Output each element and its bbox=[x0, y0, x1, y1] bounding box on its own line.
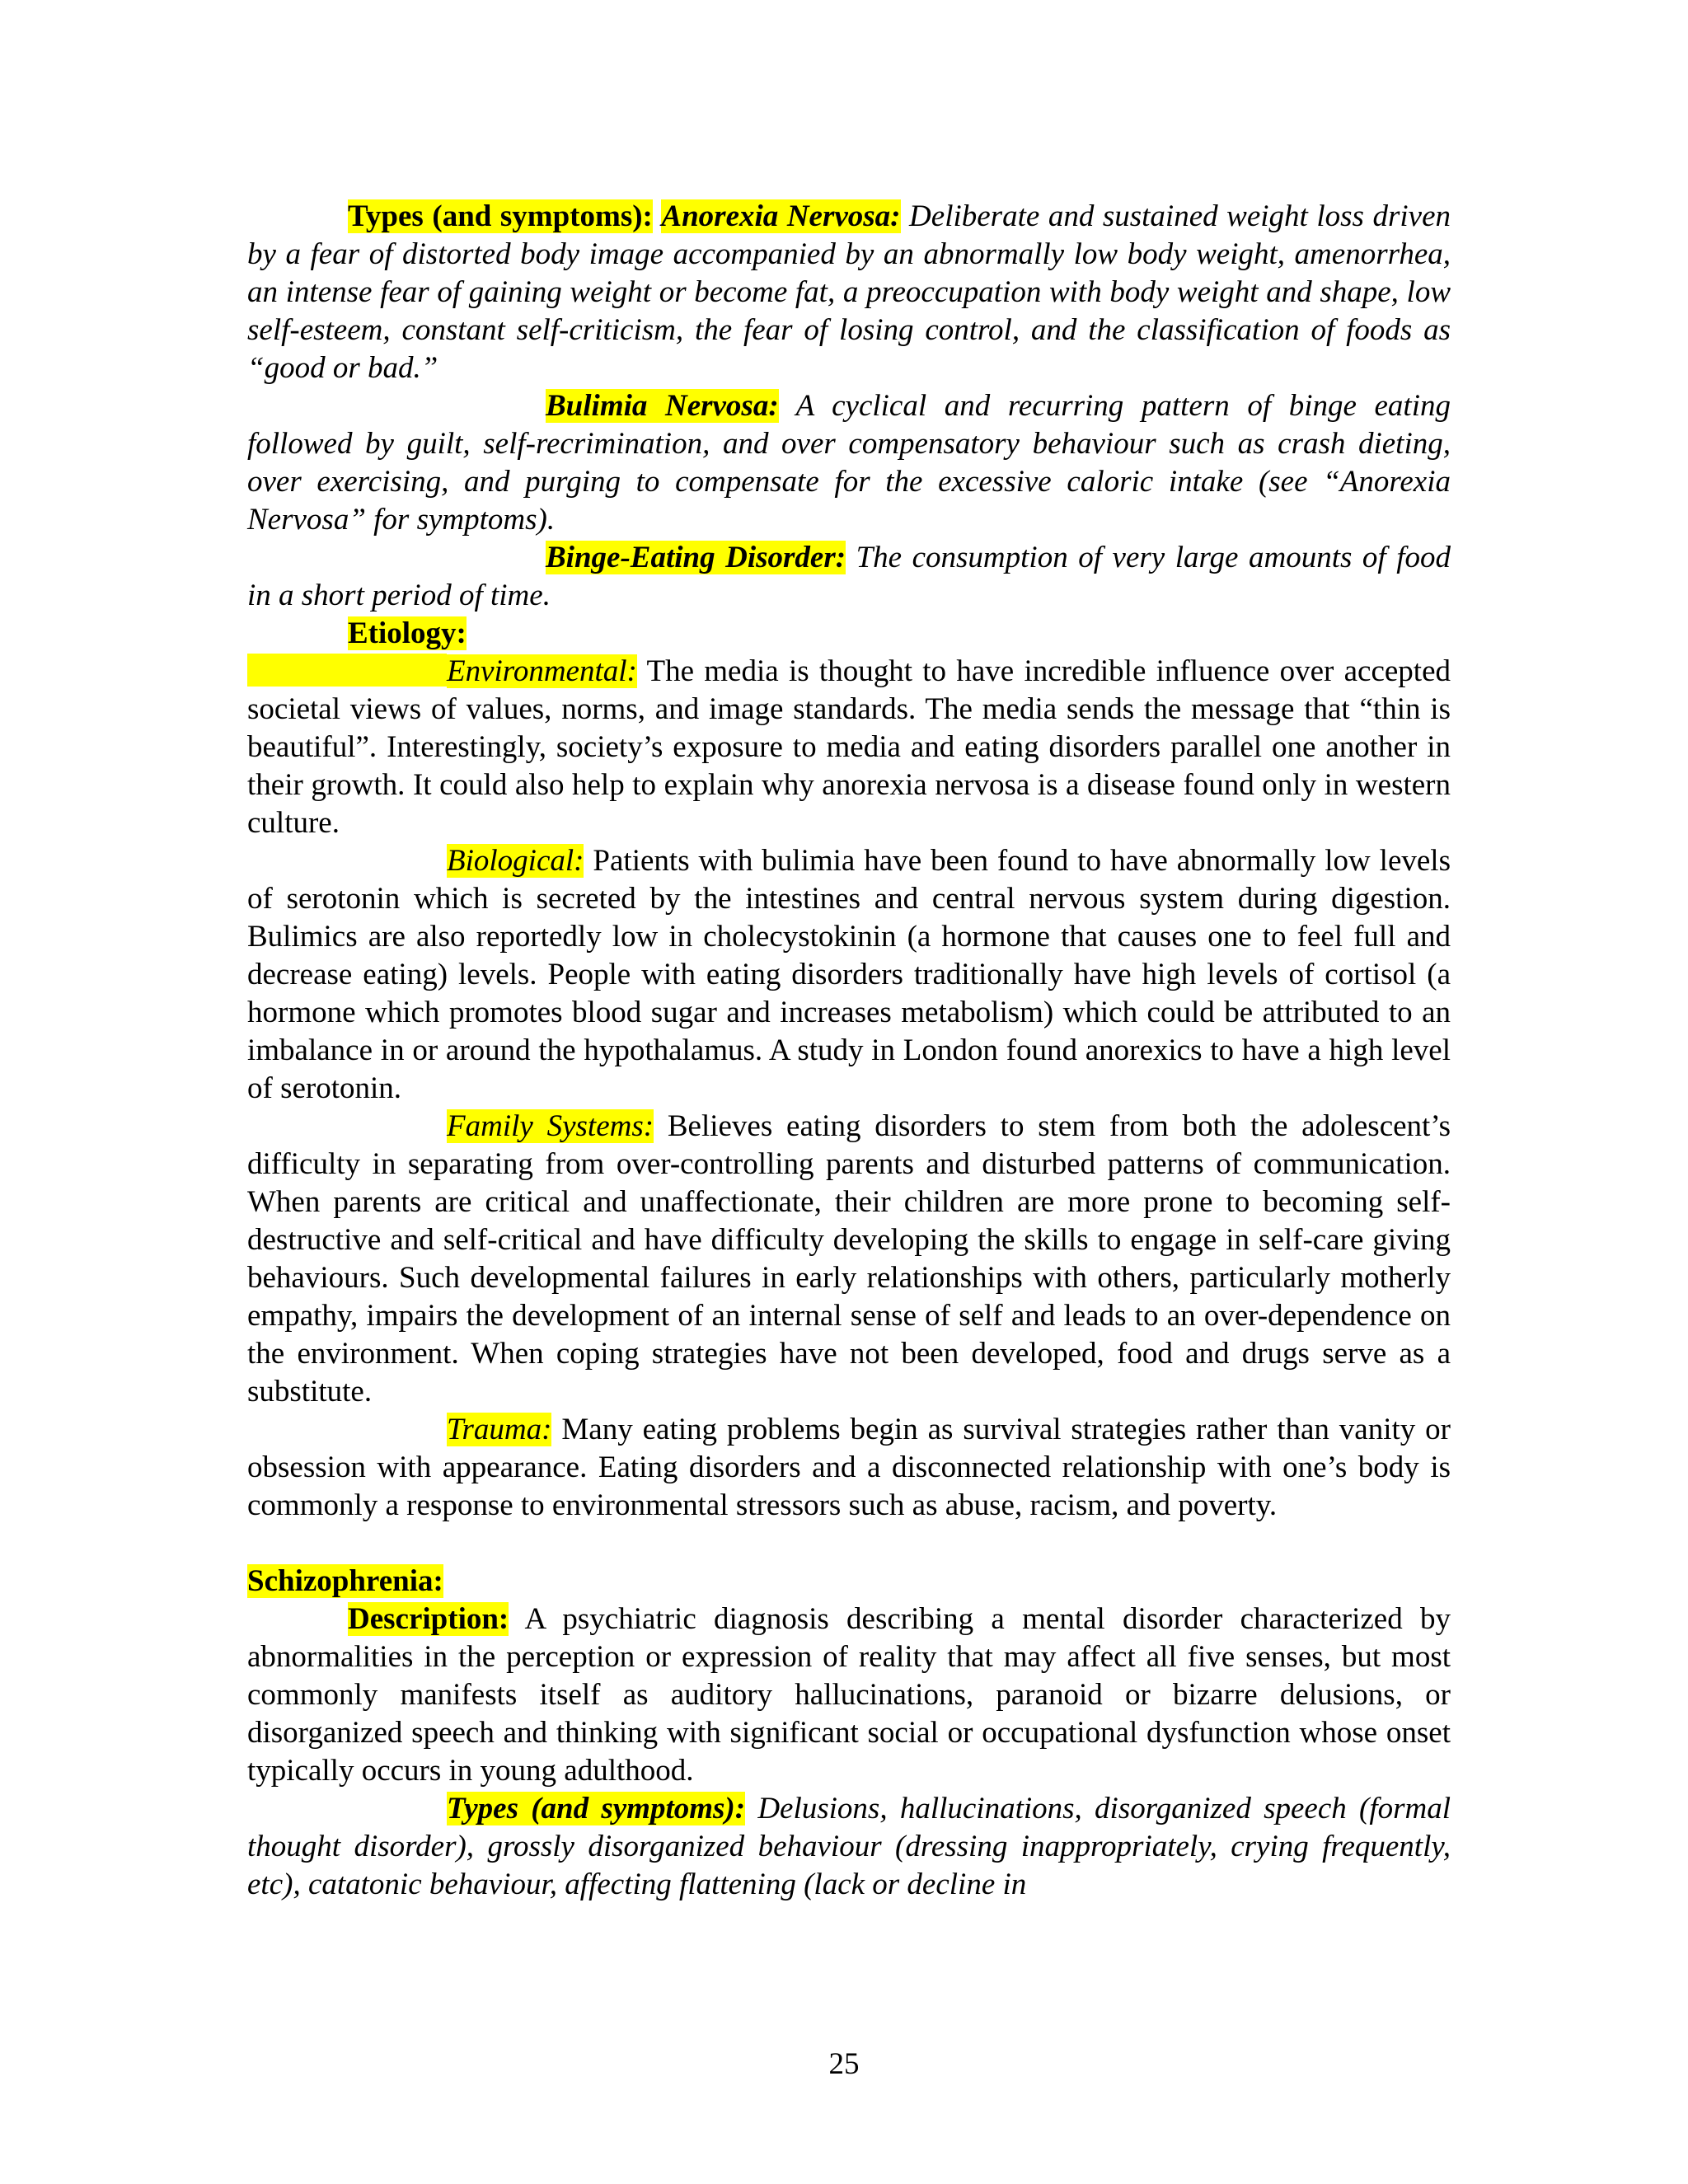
family-systems-text: Believes eating disorders to stem from both the adolescent’s difficulty in separating from over-controlling parents and disturbed patterns of communication. When parents are critical and unaffectionate, their children are more prone to becoming self-destructive and self-critical and have difficulty developing the skills to engage in self-care giving behaviours. Such developmental failures in early relationships with others, particularly motherly empathy, impairs the development of an internal sense of self and leads to an over-dependence on the environment. When coping strategies have not been developed, food and drugs serve as a substitute. bbox=[247, 1109, 1451, 1408]
binge-paragraph bbox=[247, 539, 1451, 615]
trauma-label: Trauma: bbox=[447, 1413, 552, 1446]
bulimia-text: A cyclical and recurring pattern of binge eating followed by guilt, self-recrimination, and over compensatory behaviour such as crash dieting, over exercising, and purging to compensate for the excessive caloric intake (see “Anorexia Nervosa” for symptoms). bbox=[247, 389, 1451, 537]
bulimia-paragraph bbox=[247, 387, 1451, 539]
description-label: Description: bbox=[348, 1602, 509, 1636]
etiology-heading: Etiology: bbox=[348, 616, 467, 650]
family-systems-label: Family Systems: bbox=[447, 1109, 654, 1143]
page-number: 25 bbox=[828, 2047, 860, 2081]
biological-label: Biological: bbox=[447, 844, 584, 878]
schizophrenia-types-label: Types (and symptoms): bbox=[447, 1792, 746, 1825]
environmental-paragraph bbox=[247, 653, 1451, 842]
schizophrenia-description-paragraph bbox=[247, 1601, 1451, 1790]
bulimia-label: Bulimia Nervosa: bbox=[546, 389, 779, 423]
biological-paragraph bbox=[247, 842, 1451, 1108]
etiology-heading-line bbox=[247, 615, 1451, 653]
types-symptoms-heading: Types (and symptoms): bbox=[348, 199, 653, 233]
page-body bbox=[247, 198, 1451, 1904]
trauma-text: Many eating problems begin as survival strategies rather than vanity or obsession with appearance. Eating disorders and a disconnected relationship with one’s body is commonly a response to environmental stressors such as abuse, racism, and poverty. bbox=[247, 1413, 1451, 1522]
anorexia-text: Deliberate and sustained weight loss driven by a fear of distorted body image accompanied by an abnormally low body weight, amenorrhea, an intense fear of gaining weight or become fat, a preoccupation with body weight and shape, low self-esteem, constant self-criticism, the fear of losing control, and the classification of foods as “good or bad.” bbox=[247, 199, 1451, 385]
family-systems-paragraph bbox=[247, 1108, 1451, 1411]
highlight-bar bbox=[247, 654, 447, 687]
environmental-label: Environmental: bbox=[447, 654, 637, 688]
schizophrenia-types-text: Delusions, hallucinations, disorganized speech (formal thought disorder), grossly disorganized behaviour (dressing inappropriately, crying frequently, etc), catatonic behaviour, affecting flattening (lack or decline in bbox=[247, 1792, 1451, 1901]
anorexia-paragraph bbox=[247, 198, 1451, 387]
description-text: A psychiatric diagnosis describing a mental disorder characterized by abnormalities in the perception or expression of reality that may affect all five senses, but most commonly manifests itself as auditory hallucinations, paranoid or bizarre delusions, or disorganized speech and thinking with significant social or occupational dysfunction whose onset typically occurs in young adulthood. bbox=[247, 1602, 1451, 1788]
biological-text: Patients with bulimia have been found to have abnormally low levels of serotonin which is secreted by the intestines and central nervous system during digestion. Bulimics are also reportedly low in cholecystokinin (a hormone that causes one to feel full and decrease eating) levels. People with eating disorders traditionally have high levels of cortisol (a hormone which promotes blood sugar and increases metabolism) which could be attributed to an imbalance in or around the hypothalamus. A study in London found anorexics to have a high level of serotonin. bbox=[247, 844, 1451, 1105]
binge-text: The consumption of very large amounts of food in a short period of time. bbox=[247, 541, 1451, 612]
binge-label: Binge-Eating Disorder: bbox=[546, 541, 846, 574]
section-gap bbox=[247, 1525, 1451, 1563]
anorexia-label: Anorexia Nervosa: bbox=[661, 199, 901, 233]
environmental-text: The media is thought to have incredible influence over accepted societal views of values, norms, and image standards. The media sends the message that “thin is beautiful”. Interestingly, society’s exposure to media and eating disorders parallel one another in their growth. It could also help to explain why anorexia nervosa is a disease found only in western culture. bbox=[247, 654, 1451, 840]
schizophrenia-types-paragraph bbox=[247, 1790, 1451, 1904]
schizophrenia-heading: Schizophrenia: bbox=[247, 1564, 443, 1598]
schizophrenia-heading-line bbox=[247, 1563, 1451, 1601]
trauma-paragraph bbox=[247, 1411, 1451, 1525]
